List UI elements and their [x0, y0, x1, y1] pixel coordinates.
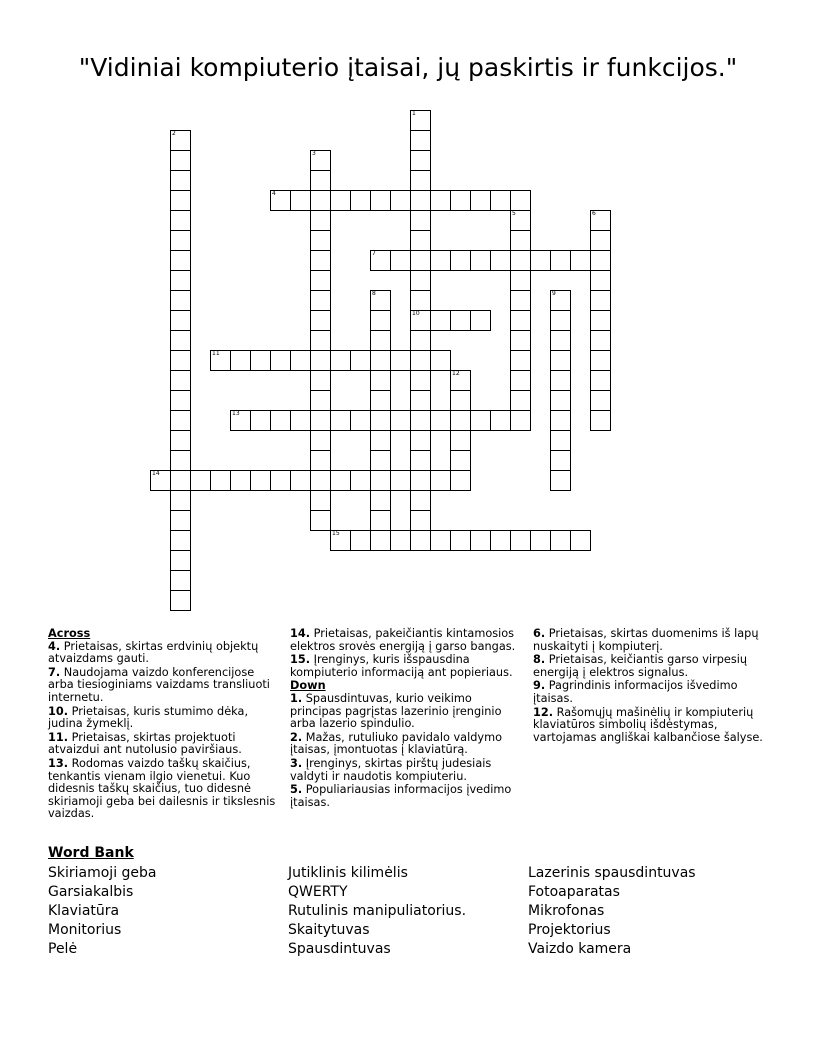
crossword-cell[interactable]: [470, 250, 491, 271]
crossword-cell[interactable]: [590, 290, 611, 311]
crossword-cell[interactable]: [390, 470, 411, 491]
crossword-cell[interactable]: [330, 190, 351, 211]
crossword-cell[interactable]: [310, 190, 331, 211]
crossword-cell[interactable]: [570, 250, 591, 271]
crossword-cell[interactable]: [270, 470, 291, 491]
clue-across-10: 10. Prietaisas, kuris stumimo dėka, judina žymeklį.: [48, 704, 249, 731]
clues-column-3: [533, 628, 765, 745]
crossword-cell[interactable]: [430, 250, 451, 271]
crossword-cell[interactable]: [490, 250, 511, 271]
crossword-cell[interactable]: [530, 250, 551, 271]
crossword-cell[interactable]: [310, 310, 331, 331]
crossword-cell[interactable]: [590, 350, 611, 371]
crossword-cell[interactable]: [390, 410, 411, 431]
crossword-cell[interactable]: [550, 370, 571, 391]
word-bank-item: Projektorius: [528, 922, 611, 938]
crossword-cell[interactable]: [550, 330, 571, 351]
crossword-cell[interactable]: [170, 410, 191, 431]
crossword-cell[interactable]: [170, 150, 191, 171]
crossword-cell[interactable]: [170, 310, 191, 331]
crossword-cell[interactable]: [510, 370, 531, 391]
crossword-cell[interactable]: [170, 350, 191, 371]
clue-number: 3: [312, 150, 316, 157]
crossword-cell[interactable]: [410, 470, 431, 491]
crossword-cell[interactable]: [410, 490, 431, 511]
crossword-cell[interactable]: [170, 190, 191, 211]
crossword-cell[interactable]: [590, 250, 611, 271]
clues-column-1: [48, 628, 280, 822]
crossword-cell[interactable]: [250, 470, 271, 491]
crossword-cell[interactable]: [310, 230, 331, 251]
crossword-cell[interactable]: [450, 530, 471, 551]
crossword-cell[interactable]: [430, 470, 451, 491]
crossword-cell[interactable]: [170, 390, 191, 411]
clue-across-7: 7. Naudojama vaizdo konferencijose arba tiesioginiams vaizdams transliuoti internetu.: [48, 665, 270, 704]
crossword-cell[interactable]: [590, 270, 611, 291]
crossword-cell[interactable]: [310, 290, 331, 311]
clue-number: 12: [452, 370, 460, 377]
crossword-cell[interactable]: [470, 410, 491, 431]
clue-down-9: 9. Pagrindinis informacijos išvedimo įtaisas.: [533, 679, 738, 705]
crossword-cell[interactable]: [550, 350, 571, 371]
crossword-cell[interactable]: [550, 430, 571, 451]
crossword-cell[interactable]: [410, 110, 431, 131]
crossword-cell[interactable]: [170, 210, 191, 231]
crossword-cell[interactable]: [170, 130, 191, 151]
crossword-cell[interactable]: [370, 310, 391, 331]
crossword-cell[interactable]: [410, 270, 431, 291]
clue-across-14: 14. Prietaisas, pakeičiantis kintamosios elektros srovės energiją į garso bangas.: [290, 627, 516, 653]
crossword-cell[interactable]: [370, 470, 391, 491]
crossword-cell[interactable]: [310, 330, 331, 351]
crossword-cell[interactable]: [270, 190, 291, 211]
crossword-cell[interactable]: [310, 370, 331, 391]
crossword-cell[interactable]: [530, 530, 551, 551]
crossword-cell[interactable]: [450, 370, 471, 391]
crossword-cell[interactable]: [550, 290, 571, 311]
crossword-cell[interactable]: [510, 270, 531, 291]
word-bank-item: Klaviatūra: [48, 903, 120, 919]
crossword-cell[interactable]: [350, 530, 371, 551]
word-bank-item: Pelė: [48, 941, 78, 957]
crossword-cell[interactable]: [590, 410, 611, 431]
crossword-cell[interactable]: [550, 410, 571, 431]
word-bank-item: Mikrofonas: [528, 903, 605, 919]
crossword-cell[interactable]: [370, 450, 391, 471]
crossword-cell[interactable]: [410, 190, 431, 211]
across-heading: Across: [48, 627, 91, 640]
clue-number: 5: [512, 210, 516, 217]
crossword-cell[interactable]: [470, 310, 491, 331]
clue-number: 11: [212, 350, 220, 357]
page-title: "Vidiniai kompiuterio įtaisai, jų paskirtis ir funkcijos.": [78, 53, 738, 82]
crossword-cell[interactable]: [190, 470, 211, 491]
crossword-cell[interactable]: [150, 470, 171, 491]
crossword-cell[interactable]: [550, 530, 571, 551]
crossword-cell[interactable]: [410, 390, 431, 411]
crossword-cell[interactable]: [370, 330, 391, 351]
crossword-cell[interactable]: [170, 450, 191, 471]
crossword-cell[interactable]: [450, 190, 471, 211]
crossword-cell[interactable]: [390, 190, 411, 211]
crossword-cell[interactable]: [370, 510, 391, 531]
crossword-cell[interactable]: [430, 350, 451, 371]
crossword-cell[interactable]: [210, 350, 231, 371]
crossword-cell[interactable]: [410, 230, 431, 251]
crossword-cell[interactable]: [410, 250, 431, 271]
crossword-cell[interactable]: [430, 410, 451, 431]
crossword-cell[interactable]: [170, 430, 191, 451]
word-bank-item: Rutulinis manipuliatorius.: [288, 903, 467, 919]
crossword-cell[interactable]: [370, 430, 391, 451]
clue-number: 1: [412, 110, 416, 117]
clue-number: 8: [372, 290, 376, 297]
word-bank-item: Jutiklinis kilimėlis: [288, 865, 408, 881]
crossword-cell[interactable]: [450, 470, 471, 491]
word-bank-column-1: [48, 864, 157, 959]
crossword-cell[interactable]: [430, 190, 451, 211]
crossword-cell[interactable]: [290, 410, 311, 431]
clue-number: 7: [372, 250, 376, 257]
clue-across-15: 15. Įrenginys, kuris išspausdina kompiuterio informaciją ant popieriaus.: [290, 653, 513, 679]
crossword-cell[interactable]: [410, 150, 431, 171]
crossword-cell[interactable]: [250, 410, 271, 431]
crossword-cell[interactable]: [550, 470, 571, 491]
crossword-cell[interactable]: [450, 390, 471, 411]
crossword-cell[interactable]: [410, 130, 431, 151]
crossword-cell[interactable]: [410, 210, 431, 231]
crossword-cell[interactable]: [270, 350, 291, 371]
clue-number: 6: [592, 210, 596, 217]
crossword-cell[interactable]: [450, 450, 471, 471]
clue-down-6: 6. Prietaisas, skirtas duomenims iš lapų nuskaityti į kompiuterį.: [533, 627, 759, 653]
word-bank-column-3: [528, 864, 696, 959]
clue-down-8: 8. Prietaisas, keičiantis garso virpesių energiją į elektros signalus.: [533, 653, 748, 679]
crossword-cell[interactable]: [230, 350, 251, 371]
crossword-cell[interactable]: [310, 470, 331, 491]
clue-number: 9: [552, 290, 556, 297]
clue-down-12: 12. Rašomųjų mašinėlių ir kompiuterių klaviatūros simbolių išdėstymas, vartojamas angliškai kalbančiose šalyse.: [533, 705, 763, 744]
crossword-cell[interactable]: [290, 470, 311, 491]
crossword-cell[interactable]: [550, 450, 571, 471]
word-bank-item: Lazerinis spausdintuvas: [528, 865, 696, 881]
word-bank-item: Skiriamoji geba: [48, 865, 157, 881]
crossword-cell[interactable]: [170, 590, 191, 611]
crossword-cell[interactable]: [170, 570, 191, 591]
crossword-cell[interactable]: [410, 310, 431, 331]
crossword-cell[interactable]: [330, 470, 351, 491]
crossword-cell[interactable]: [510, 350, 531, 371]
crossword-cell[interactable]: [550, 310, 571, 331]
crossword-cell[interactable]: [170, 230, 191, 251]
crossword-cell[interactable]: [510, 310, 531, 331]
crossword-cell[interactable]: [590, 370, 611, 391]
crossword-cell[interactable]: [170, 470, 191, 491]
word-bank-item: Garsiakalbis: [48, 884, 134, 900]
crossword-cell[interactable]: [510, 410, 531, 431]
crossword-cell[interactable]: [410, 170, 431, 191]
crossword-cell[interactable]: [410, 410, 431, 431]
crossword-cell[interactable]: [170, 530, 191, 551]
crossword-cell[interactable]: [330, 530, 351, 551]
clue-across-11: 11. Prietaisas, skirtas projektuoti atvaizdui ant nutolusio paviršiaus.: [48, 730, 242, 757]
crossword-cell[interactable]: [350, 350, 371, 371]
crossword-cell[interactable]: [310, 410, 331, 431]
crossword-cell[interactable]: [510, 250, 531, 271]
crossword-cell[interactable]: [410, 510, 431, 531]
crossword-cell[interactable]: [430, 310, 451, 331]
word-bank-item: QWERTY: [288, 884, 348, 900]
crossword-cell[interactable]: [410, 330, 431, 351]
clues-column-2: [290, 628, 522, 810]
crossword-cell[interactable]: [410, 350, 431, 371]
crossword-cell[interactable]: [310, 350, 331, 371]
crossword-cell[interactable]: [390, 350, 411, 371]
crossword-cell[interactable]: [550, 250, 571, 271]
crossword-cell[interactable]: [490, 530, 511, 551]
crossword-cell[interactable]: [510, 330, 531, 351]
crossword-cell[interactable]: [310, 150, 331, 171]
crossword-cell[interactable]: [170, 270, 191, 291]
crossword-cell[interactable]: [510, 390, 531, 411]
crossword-cell[interactable]: [490, 190, 511, 211]
crossword-cell[interactable]: [170, 490, 191, 511]
clue-number: 10: [412, 310, 420, 317]
crossword-cell[interactable]: [310, 450, 331, 471]
crossword-cell[interactable]: [310, 510, 331, 531]
word-bank-item: Spausdintuvas: [288, 941, 391, 957]
crossword-cell[interactable]: [370, 490, 391, 511]
crossword-cell[interactable]: [510, 210, 531, 231]
crossword-cell[interactable]: [410, 430, 431, 451]
word-bank-column-2: [288, 864, 466, 959]
crossword-cell[interactable]: [590, 230, 611, 251]
clue-number: 13: [232, 410, 240, 417]
word-bank-item: Fotoaparatas: [528, 884, 620, 900]
clue-number: 4: [272, 190, 276, 197]
crossword-cell[interactable]: [170, 510, 191, 531]
crossword-cell[interactable]: [170, 250, 191, 271]
crossword-cell[interactable]: [510, 230, 531, 251]
crossword-cell[interactable]: [310, 250, 331, 271]
crossword-cell[interactable]: [330, 350, 351, 371]
crossword-cell[interactable]: [450, 430, 471, 451]
crossword-cell[interactable]: [570, 530, 591, 551]
crossword-cell[interactable]: [550, 390, 571, 411]
word-bank-item: Vaizdo kamera: [528, 941, 632, 957]
crossword-cell[interactable]: [410, 450, 431, 471]
clue-number: 2: [172, 130, 176, 137]
crossword-cell[interactable]: [350, 410, 371, 431]
crossword-cell[interactable]: [590, 390, 611, 411]
crossword-cell[interactable]: [510, 190, 531, 211]
word-bank-heading: Word Bank: [48, 845, 134, 861]
crossword-cell[interactable]: [370, 410, 391, 431]
crossword-cell[interactable]: [170, 290, 191, 311]
crossword-cell[interactable]: [370, 290, 391, 311]
word-bank-item: Skaitytuvas: [288, 922, 370, 938]
crossword-cell[interactable]: [170, 550, 191, 571]
clue-down-3: 3. Įrenginys, skirtas pirštų judesiais valdyti ir naudotis kompiuteriu.: [290, 756, 492, 783]
crossword-cell[interactable]: [270, 410, 291, 431]
crossword-cell[interactable]: [510, 530, 531, 551]
crossword-cell[interactable]: [310, 390, 331, 411]
crossword-cell[interactable]: [470, 530, 491, 551]
crossword-cell[interactable]: [370, 530, 391, 551]
crossword-cell[interactable]: [410, 370, 431, 391]
crossword-cell[interactable]: [350, 470, 371, 491]
clue-across-4: 4. Prietaisas, skirtas erdvinių objektų atvaizdams gauti.: [48, 639, 259, 666]
crossword-cell[interactable]: [370, 190, 391, 211]
crossword-cell[interactable]: [310, 430, 331, 451]
crossword-cell[interactable]: [430, 530, 451, 551]
word-bank-item: Monitorius: [48, 922, 122, 938]
crossword-cell[interactable]: [210, 470, 231, 491]
crossword-cell[interactable]: [410, 530, 431, 551]
crossword-cell[interactable]: [330, 410, 351, 431]
crossword-cell[interactable]: [370, 390, 391, 411]
crossword-cell[interactable]: [230, 470, 251, 491]
crossword-cell[interactable]: [450, 410, 471, 431]
clue-number: 15: [332, 530, 340, 537]
crossword-cell[interactable]: [390, 530, 411, 551]
clue-down-2: 2. Mažas, rutuliuko pavidalo valdymo įtaisas, įmontuotas į klaviatūrą.: [290, 730, 502, 757]
crossword-cell[interactable]: [290, 190, 311, 211]
crossword-cell[interactable]: [510, 290, 531, 311]
crossword-cell[interactable]: [250, 350, 271, 371]
crossword-cell[interactable]: [230, 410, 251, 431]
crossword-cell[interactable]: [410, 290, 431, 311]
down-heading: Down: [290, 679, 326, 693]
clue-across-13: 13. Rodomas vaizdo taškų skaičius, tenkantis vienam ilgio vienetui. Kuo didesnis taškų skaičius, tuo didesnė skiriamoji geba bei dailesnis ir tikslesnis vaizdas.: [48, 756, 276, 821]
crossword-cell[interactable]: [310, 170, 331, 191]
clue-down-1: 1. Spausdintuvas, kurio veikimo principas pagrįstas lazerinio įrenginio arba lazerio spindulio.: [290, 691, 502, 731]
crossword-cell[interactable]: [170, 330, 191, 351]
clue-down-5: 5. Populiariausias informacijos įvedimo įtaisas.: [290, 783, 512, 809]
crossword-cell[interactable]: [450, 310, 471, 331]
crossword-cell[interactable]: [170, 170, 191, 191]
crossword-cell[interactable]: [470, 190, 491, 211]
crossword-cell[interactable]: [590, 330, 611, 351]
crossword-cell[interactable]: [370, 350, 391, 371]
crossword-cell[interactable]: [590, 310, 611, 331]
crossword-cell[interactable]: [310, 210, 331, 231]
crossword-cell[interactable]: [170, 370, 191, 391]
crossword-cell[interactable]: [370, 370, 391, 391]
crossword-cell[interactable]: [590, 210, 611, 231]
crossword-cell[interactable]: [310, 270, 331, 291]
crossword-cell[interactable]: [390, 250, 411, 271]
crossword-cell[interactable]: [350, 190, 371, 211]
crossword-cell[interactable]: [370, 250, 391, 271]
clue-number: 14: [152, 470, 160, 477]
crossword-cell[interactable]: [490, 410, 511, 431]
crossword-cell[interactable]: [290, 350, 311, 371]
crossword-cell[interactable]: [450, 250, 471, 271]
crossword-cell[interactable]: [310, 490, 331, 511]
